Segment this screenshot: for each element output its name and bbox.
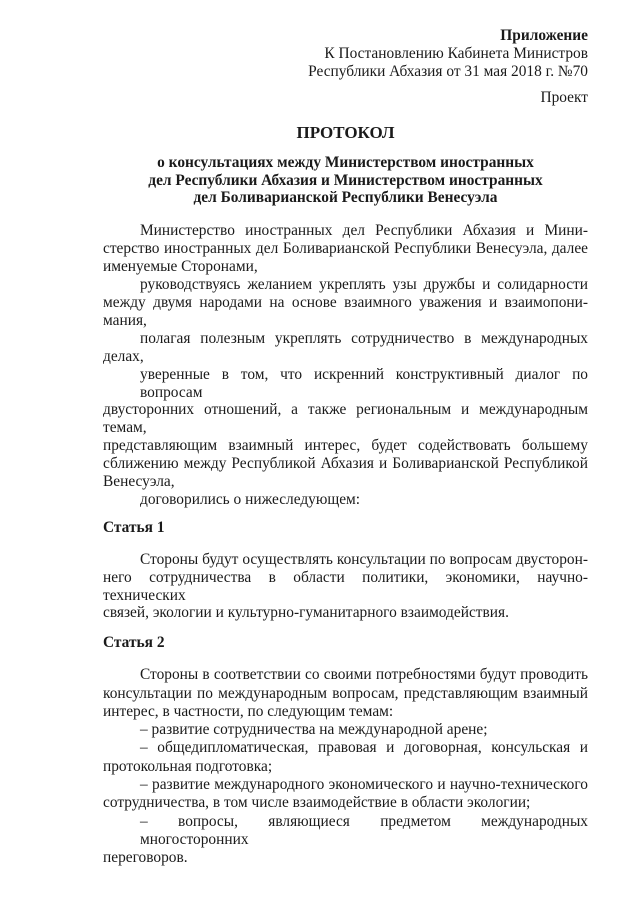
- text-line: него сотрудничества в области политики, экономики, научно-технических: [103, 568, 588, 604]
- text-line: полагая полезным укреплять сотрудничество в международных: [140, 329, 588, 347]
- text-line: двусторонних отношений, а также региональным и международным темам,: [103, 401, 588, 437]
- text-line: делах,: [103, 347, 144, 365]
- text-line: сотрудничества, в том числе взаимодействие в области экологии;: [103, 794, 531, 812]
- text-line: сближению между Республикой Абхазия и Боливарианской Республикой: [103, 455, 588, 473]
- article-1-body: [103, 551, 588, 623]
- text-line: именуемые Сторонами,: [103, 258, 258, 276]
- text-line: стерство иностранных дел Боливарианской Республики Венесуэла, далее: [103, 240, 588, 258]
- text-line: Стороны в соответствии со своими потребностями будут проводить: [140, 666, 588, 684]
- subtitle-line: дел Боливарианской Республики Венесуэла: [193, 189, 498, 207]
- text-line: интерес, в частности, по следующим темам:: [103, 702, 394, 720]
- text-line: – общедипломатическая, правовая и договорная, консульская и: [140, 739, 588, 757]
- text-line: между двумя народами на основе взаимного уважения и взаимопони-: [103, 293, 588, 311]
- appendix-label: Приложение: [500, 27, 588, 44]
- preamble: [103, 222, 588, 509]
- text-line: Венесуэла,: [103, 473, 175, 491]
- text-line: представляющим взаимный интерес, будет содействовать большему: [103, 437, 588, 455]
- text-line: Стороны будут осуществлять консультации по вопросам двусторон-: [140, 550, 588, 568]
- draft-label: Проект: [540, 88, 588, 106]
- appendix-line: Республики Абхазия от 31 мая 2018 г. №70: [308, 62, 588, 80]
- text-line: договорились о нижеследующем:: [140, 490, 361, 508]
- article-2-heading: Статья 2: [103, 634, 165, 652]
- document-subtitle: [103, 154, 588, 208]
- document-title: ПРОТОКОЛ: [296, 122, 395, 142]
- subtitle-line: дел Республики Абхазия и Министерством иностранных: [148, 171, 543, 189]
- text-line: мания,: [103, 311, 147, 329]
- text-line: переговоров.: [103, 849, 188, 867]
- text-line: – развитие международного экономического и научно-технического: [140, 776, 588, 794]
- article-1-heading: Статья 1: [103, 518, 165, 536]
- text-line: уверенные в том, что искренний конструктивный диалог по вопросам: [140, 365, 588, 401]
- text-line: протокольная подготовка;: [103, 757, 273, 775]
- appendix-line: К Постановлению Кабинета Министров: [324, 44, 588, 62]
- article-2-body: [103, 666, 588, 867]
- text-line: Министерство иностранных дел Республики Абхазия и Мини-: [140, 222, 588, 240]
- text-line: консультации по международным вопросам, представляющим взаимный: [103, 684, 588, 702]
- text-line: – вопросы, являющиеся предметом международных многосторонних: [140, 812, 588, 848]
- text-line: связей, экологии и культурно-гуманитарного взаимодействия.: [103, 604, 509, 622]
- text-line: руководствуясь желанием укреплять узы дружбы и солидарности: [140, 276, 588, 294]
- subtitle-line: о консультациях между Министерством иностранных: [157, 153, 534, 171]
- appendix-header: [103, 27, 588, 81]
- text-line: – развитие сотрудничества на международной арене;: [140, 721, 488, 739]
